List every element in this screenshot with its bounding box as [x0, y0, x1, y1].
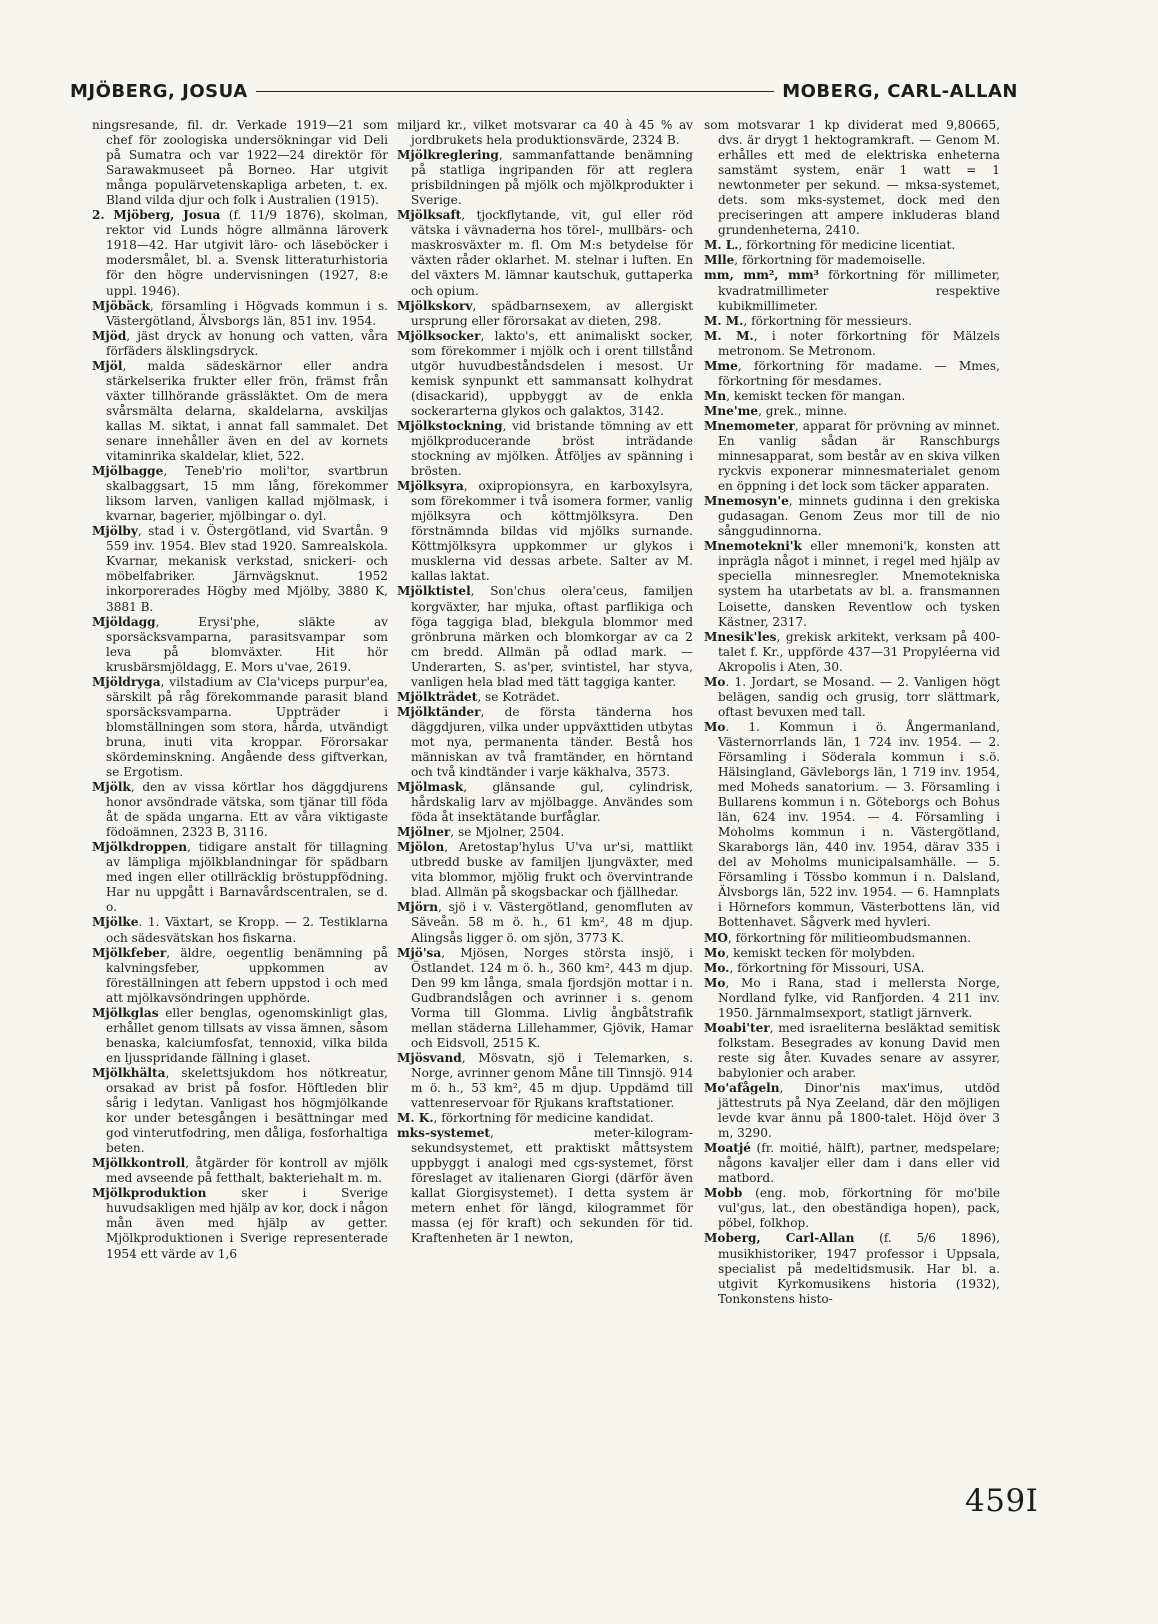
entry-definition: , kemiskt tecken för mangan. [726, 388, 906, 403]
dictionary-entry [397, 946, 693, 1051]
dictionary-entry [92, 675, 388, 780]
dictionary-entry [704, 1021, 1000, 1081]
entry-headword: Mnemosyn'e [704, 494, 789, 509]
entry-definition: . 1. Kommun i ö. Ångermanland, Västernorrlands län, 1 724 inv. 1954. — 2. Församling i Söderala kommun i s.ö. Hälsingland, Gävleborgs län, 1 719 inv. 1954, med Moheds sanatorium. — 3. Församling i Bullarens kommun i n. Göteborgs och Bohus län, 624 inv. 1954. — 4. Församling i Moholms kommun i n. Västergötland, Skaraborgs län, 440 inv. 1954, därav 335 i del av Moholms municipalsamhälle. — 5. Församling i Tössbo kommun i n. Dalsland, Älvsborgs län, 522 inv. 1954. — 6. Hamnplats i Hörnefors kommun, Västerbottens län, vid Bottenhavet. Sågverk med hyvleri. [718, 719, 1000, 930]
dictionary-entry [92, 1156, 388, 1186]
entry-definition: , se Mjolner, 2504. [450, 825, 565, 840]
text-column-2 [397, 118, 693, 1247]
entry-definition: (f. 5/6 1896), musikhistoriker, 1947 professor i Uppsala, specialist på medeltidsmusik. Har bl. a. utgivit Kyrkomusikens historia (1932), Tonkonstens histo- [718, 1231, 1000, 1306]
dictionary-entry [704, 404, 1000, 419]
dictionary-entry [704, 1141, 1000, 1186]
entry-definition: (eng. mob, förkortning för mo'bile vul'gus, lat., den obeständiga hopen), pack, pöbel, folkhop. [718, 1186, 1000, 1231]
dictionary-entry [397, 1051, 693, 1111]
entry-headword: Mjölkglas [92, 1005, 159, 1020]
dictionary-entry [397, 118, 693, 148]
entry-headword: mks-systemet [397, 1126, 491, 1141]
dictionary-entry [397, 705, 693, 780]
entry-headword: M. M. [704, 313, 744, 328]
entry-definition: eller mnemoni'k, konsten att inprägla något i minnet, i regel med hjälp av speciella minnesregler. Mnemotekniska system ha utarbetats av bl. a. fransmannen Loisette, dansken Reventlow och tysken Kästner, 2317. [718, 539, 1000, 629]
dictionary-entry [704, 720, 1000, 931]
dictionary-entry [92, 208, 388, 298]
entry-definition: , tidigare anstalt för tillagning av lämpliga mjölkblandningar för spädbarn med ingen eller otillräcklig bröstuppfödning. Har nu uppgått i Barnavårdscentralen, se d. o. [106, 840, 388, 915]
entry-definition: , lakto's, ett animaliskt socker, som förekommer i mjölk och i orent tillstånd utgör huvudbeståndsdelen i mesost. Ur kemisk synpunkt ett sammansatt kolhydrat (disackarid), uppbyggt av de enkla sockerarterna glykos och galaktos, 3142. [411, 328, 693, 418]
entry-definition: , med israeliterna besläktad semitisk folkstam. Besegrades av konung David men reste sig åter. Kuvades senare av assyrer, babylonier och araber. [718, 1020, 1000, 1080]
entry-headword: mm, mm², mm³ [704, 268, 819, 283]
entry-definition: (f. 11/9 1876), skolman, rektor vid Lunds högre allmänna läroverk 1918—42. Har utgivit läro- och läseböcker i modersmålet, bl. a. Svensk litteraturhistoria för den högre undervisningen (1927, 8:e uppl. 1946). [106, 208, 388, 298]
entry-definition: , Dinor'nis max'imus, utdöd jättestruts på Nya Zeeland, där den möjligen levde kvar ännu på 1800-talet. Höjd över 3 m, 3290. [718, 1081, 1000, 1141]
entry-definition: ningsresande, fil. dr. Verkade 1919—21 som chef för zoologiska undersökningar vid Deli på Sumatra och var 1922—24 direktör för Sarawakmuseet på Borneo. Har utgivit många populärvetenskapliga arbeten, t. ex. Bland vilda djur och folk i Australien (1915). [92, 118, 388, 208]
dictionary-entry [92, 464, 388, 524]
page-number: 459I [965, 1483, 1039, 1519]
entry-definition: , minnets gudinna i den grekiska gudasagan. Genom Zeus mor till de nio sånggudinnorna. [718, 494, 1000, 539]
entry-definition: . 1. Växtart, se Kropp. — 2. Testiklarna och sädesvätskan hos fiskarna. [106, 915, 388, 945]
entry-headword: Mjölksyra [397, 479, 464, 494]
entry-headword: Mjölk [92, 780, 131, 795]
dictionary-entry [704, 675, 1000, 720]
entry-headword: Mjölksaft [397, 208, 462, 223]
entry-definition: , vilstadium av Cla'viceps purpur'ea, särskilt på råg förekommande parasit bland sporsäcksvamparna. Uppträder i blomställningen som stora, hårda, utvändigt bruna, inuti vita kroppar. Förorsakar skördeminskning. Angående dess giftverkan, se Ergotism. [106, 674, 388, 780]
entry-headword: Mjölkstockning [397, 418, 503, 433]
entry-headword: Mne'me [704, 403, 759, 418]
entry-definition: , äldre, oegentlig benämning på kalvningsfeber, uppkommen av föreställningen att febern uppstod i och med att mjölkavsöndringen upphörde. [106, 945, 388, 1005]
entry-headword: Mme [704, 358, 738, 373]
entry-definition: , grekisk arkitekt, verksam på 400-talet f. Kr., uppförde 437—31 Propyléerna vid Akropolis i Aten, 30. [718, 629, 1000, 674]
entry-headword: M. K. [397, 1111, 434, 1126]
dictionary-entry [704, 268, 1000, 313]
header-rule [256, 91, 775, 92]
entry-headword: Mjölon [397, 840, 445, 855]
entry-headword: Mo. [704, 960, 730, 975]
dictionary-entry [92, 946, 388, 1006]
entry-definition: , jäst dryck av honung och vatten, våra förfäders älsklingsdryck. [106, 328, 388, 358]
dictionary-entry [92, 329, 388, 359]
entry-headword: Mo'afågeln [704, 1081, 780, 1095]
entry-headword: Mjölner [397, 825, 451, 840]
dictionary-entry [704, 931, 1000, 946]
dictionary-entry [704, 1081, 1000, 1141]
entry-headword: Mo [704, 975, 726, 990]
entry-definition: , Mo i Rana, stad i mellersta Norge, Nordland fylke, vid Ranfjorden. 4 211 inv. 1950. Järnmalmsexport, statligt järnverk. [718, 975, 1000, 1020]
dictionary-entry [397, 148, 693, 208]
entry-definition: förkortning för millimeter, kvadratmillimeter respektive kubikmillimeter. [718, 268, 1000, 313]
entry-definition: , Aretostap'hylus U'va ur'si, mattlikt utbredd buske av familjen ljungväxter, med vita blommor, mjölig frukt och övervintrande blad. Allmän på skogsbackar och fjällhedar. [411, 840, 693, 900]
dictionary-entry [92, 1006, 388, 1066]
text-column-1 [92, 118, 388, 1262]
entry-headword: Moberg, Carl-Allan [704, 1231, 855, 1246]
entry-definition: , förkortning för mademoiselle. [734, 253, 926, 268]
entry-definition: som motsvarar 1 kp dividerat med 9,80665, dvs. är drygt 1 hektogramkraft. — Genom M. erhålles ett med de elektriska enheterna samstämt system, enär 1 watt = 1 newtonmeter per sekund. — mksa-systemet, dets. som mks-systemet, dock med den preciseringen att ampere inkluderas bland grundenheterna, 2410. [704, 118, 1000, 238]
text-column-3 [704, 118, 1000, 1307]
entry-definition: (fr. moitié, hälft), partner, medspelare; någons kavaljer eller dam i dans eller vid matbord. [718, 1141, 1000, 1186]
entry-headword: Mjölkträdet [397, 689, 478, 704]
dictionary-entry [704, 1186, 1000, 1231]
entry-definition: , malda sädeskärnor eller andra stärkelserika frukter eller frön, främst från växter tillhörande grässläktet. Om de mera svårsmälta delarna, skaldelarna, avskiljas kallas M. siktat, i annat fall sammalet. Det senare innehåller även en del av kornets vitaminrika skaldelar, kliet, 522. [106, 358, 388, 464]
dictionary-entry [397, 780, 693, 825]
dictionary-entry [704, 630, 1000, 675]
entry-headword: Mjölmask [397, 780, 464, 795]
entry-headword: Mn [704, 388, 727, 403]
entry-headword: Mjösvand [397, 1050, 462, 1065]
dictionary-entry [92, 840, 388, 915]
entry-definition: , sjö i v. Västergötland, genomfluten av Säveån. 58 m ö. h., 61 km², 48 m djup. Alingsås ligger ö. om sjön, 3773 K. [411, 900, 693, 945]
entry-definition: , förkortning för madame. — Mmes, förkortning för mesdames. [718, 358, 1000, 388]
entry-headword: Mo [704, 674, 726, 689]
entry-definition: , meter-kilogram-sekundsystemet, ett praktiskt måttsystem uppbyggt i analogi med cgs-systemet, först föreslaget av italienaren Giorgi (därför även kallat Giorgisystemet). I detta system är metern enhet för längd, kilogrammet för massa (ej för kraft) och sekunden för tid. Kraftenheten är 1 newton, [411, 1126, 693, 1246]
dictionary-entry [704, 976, 1000, 1021]
dictionary-entry [704, 329, 1000, 359]
dictionary-entry [92, 1066, 388, 1156]
entry-headword: Mjölkkontroll [92, 1156, 186, 1171]
entry-headword: Mo [704, 719, 726, 734]
entry-definition: . 1. Jordart, se Mosand. — 2. Vanligen högt belägen, sandig och grusig, torr slättmark, oftast bevuxen med tall. [718, 674, 1000, 719]
dictionary-entry [397, 900, 693, 945]
dictionary-entry [397, 1111, 693, 1126]
entry-definition: sker i Sverige huvudsakligen med hjälp av kor, dock i någon mån även med hjälp av getter. Mjölkproduktionen i Sverige representerade 1954 ett värde av 1,6 [106, 1186, 388, 1261]
entry-definition: , glänsande gul, cylindrisk, hårdskalig larv av mjölbagge. Användes som föda åt insektätande burfåglar. [411, 780, 693, 825]
entry-definition: , Teneb'rio moli'tor, svartbrun skalbaggsart, 15 mm lång, förekommer liksom larven, vanligen kallad mjölmask, i kvarnar, bagerier, mjölbingar o. dyl. [106, 464, 388, 524]
entry-definition: , Mjösen, Norges största insjö, i Östlandet. 124 m ö. h., 360 km², 443 m djup. Den 99 km långa, smala fjordsjön mottar i n. Gudbrandslågen och avrinner i s. genom Vorma till Glomma. Livlig ångbåtstrafik mellan städerna Lillehammer, Gjövik, Hamar och Eidsvoll, 2515 K. [411, 945, 693, 1050]
entry-headword: Mnemotekni'k [704, 539, 802, 554]
header-left-guide-word: MJÖBERG, JOSUA [70, 80, 248, 102]
entry-definition: , stad i v. Östergötland, vid Svartån. 9 559 inv. 1954. Blev stad 1920. Samrealskola. Kvarnar, mekanisk verkstad, snickeri- och möbelfabriker. Järnvägsknut. 1952 inkorporerades Högby med Mjölby, 3880 K, 3881 B. [106, 524, 388, 614]
entry-definition: , i noter förkortning för Mälzels metronom. Se Metronom. [718, 328, 1000, 358]
dictionary-entry [397, 479, 693, 584]
entry-headword: Mjöbäck [92, 298, 150, 313]
dictionary-entry [397, 329, 693, 419]
entry-definition: , Son'chus olera'ceus, familjen korgväxter, har mjuka, oftast parflikiga och föga taggiga blad, blekgula blommor med grönbruna märken och blomkorgar av ca 2 cm bredd. Allmän på odlad mark. — Underarten, S. as'per, svintistel, har styva, vanligen hela blad med tätt taggiga kanter. [411, 584, 693, 689]
entry-definition: , tjockflytande, vit, gul eller röd vätska i vävnaderna hos törel-, mullbärs- och maskrosväxter m. fl. Om M:s betydelse för växten råder oklarhet. M. stelnar i luften. En del växters M. lämnar kautschuk, guttaperka och opium. [411, 208, 693, 298]
entry-definition: , förkortning för militieombudsmannen. [727, 930, 972, 945]
entry-headword: Mjölbagge [92, 464, 164, 479]
entry-headword: Mjölkskorv [397, 298, 473, 313]
entry-headword: Mnemometer [704, 418, 795, 433]
entry-definition: , Erysi'phe, släkte av sporsäcksvamparna, parasitsvampar som leva på blomväxter. Hit hör krusbärsmjöldagg, E. Mors u'vae, 2619. [106, 614, 388, 674]
dictionary-entry [92, 299, 388, 329]
entry-definition: , den av vissa körtlar hos däggdjurens honor avsöndrade vätska, som tjänar till föda åt de späda ungarna. Ett av våra viktigaste födoämnen, 2323 B, 3116. [106, 780, 388, 840]
entry-definition: , skelettsjukdom hos nötkreatur, orsakad av brist på fosfor. Höftleden blir sårig i ledytan. Vanligast hos högmjölkande kor under betesgången i besättningar med god vinterutfodring, men dåliga, fosforhaltiga beten. [106, 1065, 388, 1156]
dictionary-entry [704, 946, 1000, 961]
dictionary-entry [397, 419, 693, 479]
running-header [70, 78, 1018, 104]
entry-definition: , förkortning för Missouri, USA. [729, 960, 925, 975]
dictionary-entry [704, 253, 1000, 268]
dictionary-entry [704, 419, 1000, 494]
entry-headword: Mobb [704, 1186, 743, 1201]
entry-headword: Moatjé [704, 1141, 751, 1156]
entry-headword: Mjölkhälta [92, 1065, 166, 1080]
entry-headword: M. L. [704, 238, 739, 253]
entry-headword: Mjöldagg [92, 614, 156, 629]
entry-definition: miljard kr., vilket motsvarar ca 40 à 45 % av jordbrukets hela produktionsvärde, 2324 B. [397, 118, 693, 148]
entry-headword: Mjölke [92, 915, 139, 930]
entry-definition: , Mösvatn, sjö i Telemarken, s. Norge, avrinner genom Måne till Tinnsjö. 914 m ö. h., 53 km², 45 m djup. Uppdämd till vattenreservoar för Rjukans kraftstationer. [411, 1050, 693, 1111]
entry-definition: , församling i Högvads kommun i s. Västergötland, Älvsborgs län, 851 inv. 1954. [106, 298, 388, 328]
dictionary-entry [704, 389, 1000, 404]
dictionary-entry [92, 615, 388, 675]
dictionary-entry [704, 1231, 1000, 1306]
entry-headword: Mnesik'les [704, 629, 777, 644]
entry-headword: MO [704, 930, 728, 945]
dictionary-entry [397, 208, 693, 298]
entry-definition: , förkortning för medicine kandidat. [433, 1111, 654, 1126]
entry-definition: , oxipropionsyra, en karboxylsyra, som förekommer i två isomera former, vanlig mjölksyra och köttmjölksyra. Den förstnämnda bildas vid mjölks surnande. Köttmjölksyra uppkommer ur glykos i musklerna vid dessas arbete. Salter av M. kallas laktat. [411, 479, 693, 584]
dictionary-entry [92, 780, 388, 840]
entry-definition: , kemiskt tecken för molybden. [725, 945, 916, 960]
dictionary-entry [92, 118, 388, 208]
entry-headword: Mjörn [397, 900, 438, 915]
entry-definition: , sammanfattande benämning på statliga ingripanden för att reglera prisbildningen på mjölk och mjölkprodukter i Sverige. [411, 148, 693, 208]
entry-headword: Mjölby [92, 524, 138, 539]
entry-headword: Mo [704, 945, 726, 960]
entry-headword: Mjölksocker [397, 328, 481, 343]
entry-headword: Moabi'ter [704, 1020, 770, 1035]
entry-headword: Mjölktistel [397, 584, 471, 599]
dictionary-entry [704, 238, 1000, 253]
entry-headword: Mjölkreglering [397, 148, 499, 163]
dictionary-entry [397, 299, 693, 329]
dictionary-entry [704, 961, 1000, 976]
dictionary-entry [397, 690, 693, 705]
entry-headword: Mjölktänder [397, 704, 481, 719]
entry-headword: 2. Mjöberg, Josua [92, 208, 221, 223]
entry-headword: Mjölkfeber [92, 945, 167, 960]
entry-headword: Mlle [704, 253, 735, 268]
entry-headword: Mjöldryga [92, 674, 161, 689]
entry-definition: , spädbarnsexem, av allergiskt ursprung eller förorsakat av dieten, 298. [411, 298, 693, 328]
dictionary-entry [704, 118, 1000, 238]
entry-headword: Mjöd [92, 328, 127, 343]
dictionary-entry [92, 359, 388, 464]
dictionary-entry [92, 915, 388, 945]
dictionary-entry [92, 524, 388, 614]
entry-definition: , förkortning för medicine licentiat. [738, 238, 956, 253]
dictionary-entry [397, 584, 693, 689]
entry-definition: eller benglas, ogenomskinligt glas, erhållet genom tillsats av vissa ämnen, såsom benaska, kalciumfosfat, tennoxid, vilka bilda en ljusspridande fällning i glaset. [106, 1005, 388, 1065]
dictionary-entry [704, 314, 1000, 329]
dictionary-entry [397, 840, 693, 900]
entry-headword: M. M. [704, 328, 754, 343]
entry-headword: Mjöl [92, 358, 123, 373]
dictionary-entry [704, 494, 1000, 539]
dictionary-entry [704, 359, 1000, 389]
dictionary-entry [397, 1126, 693, 1246]
entry-definition: , se Koträdet. [477, 689, 560, 704]
entry-headword: Mjölkproduktion [92, 1186, 207, 1201]
entry-definition: , apparat för prövning av minnet. En vanlig sådan är Ranschburgs minnesapparat, som består av en skiva vilken ryckvis exponerar minnesmaterialet genom en öppning i det lock som täcker apparaten. [718, 418, 1000, 494]
dictionary-entry [397, 825, 693, 840]
entry-headword: Mjölkdroppen [92, 840, 188, 855]
header-right-guide-word: MOBERG, CARL-ALLAN [782, 80, 1018, 102]
dictionary-entry [92, 1186, 388, 1261]
entry-definition: , vid bristande tömning av ett mjölkproducerande bröst inträdande stockning av mjölken. Åtföljes av spänning i brösten. [411, 418, 693, 479]
entry-definition: , grek., minne. [758, 403, 848, 418]
dictionary-entry [704, 539, 1000, 629]
entry-definition: , förkortning för messieurs. [743, 313, 912, 328]
entry-definition: , de första tänderna hos däggdjuren, vilka under uppväxttiden utbytas mot nya, permanenta tänder. Bestå hos människan av två framtänder, en hörntand och två kindtänder i varje käkhalva, 3573. [411, 704, 693, 780]
entry-definition: , åtgärder för kontroll av mjölk med avseende på fetthalt, bakteriehalt m. m. [106, 1156, 388, 1186]
entry-headword: Mjö'sa [397, 945, 442, 960]
